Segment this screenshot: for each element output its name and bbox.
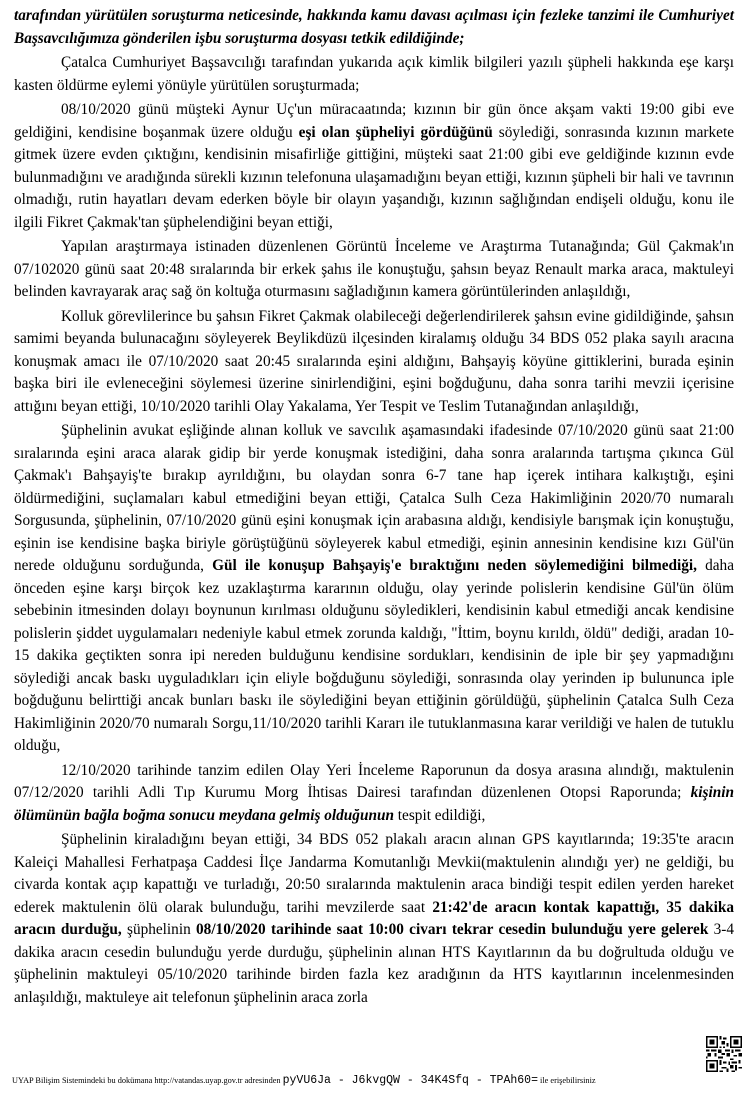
paragraph-7-text-e: 3-4 dakika aracın cesedin bulunduğu yerde durduğu, şüphelinin alınan HTS Kayıtlarının da bu doğrultuda olduğu ve şüphelinin maktuleyi 05/10/2020 tarihinde birden fazla kez aradığının da HTS kayıtlarının incelenmesinden anlaşıldığı, maktuleye ait telefonun şüphelinin araca zorla (14, 921, 735, 1006)
qr-code-icon (706, 1036, 742, 1072)
paragraph-6-text-a: 12/10/2020 tarihinde tanzim edilen Olay Yeri İnceleme Raporunun da dosya arasına alındığı, maktulenin 07/12/2020 tarihli Adli Tıp Kurumu Morg İhtisas Dairesi tarafından düzenlenen Otopsi Raporunda; (14, 761, 734, 801)
paragraph-4: Kolluk görevlilerince bu şahsın Fikret Çakmak olabileceği değerlendirilerek şahsın evine gidildiğinde, şahsın samimi beyanda bulunacağını söyleyerek Beylikdüzü ilçesinden kiralamış olduğu 34 BDS 052 plaka sayılı aracına konuşmak amacı ile 07/10/2020 saat 20:45 sıralarında eşini aldığını, Bahşayiş köyüne gittiklerini, burada eşinin başka biri ile evleneceğini söylemesi üzerine sinirlendiğini, eşini boğduğunu, daha sonra tarihi mevzii içerisine attığını beyan ettiği, 10/10/2020 tarihli Olay Yakalama, Yer Tespit ve Teslim Tutanağından anlaşıldığı, (14, 307, 734, 415)
paragraph-5-text-c: daha önceden eşine karşı birçok kez uzaklaştırma kararının olduğu, olay yerinde polislerin kendisine Gül'ün ölüm sebebinin itmesinden dolayı boynunun kırılması olduğunu söyledikleri, kendisinin kabul etmediği ancak kendisine polislerin şiddet uygulamaları nedeniyle kabul etmek zorunda kaldığı, "İttim, boynu kırıldı, öldü" dediği, aradan 10-15 dakika geçtikten sonra ipi nereden bulduğunu kendisine sordukları, kendisinin de iple bir şey yapmadığını söylediği ancak baskı uyguladıkları için eliyle boğduğunu söylediği, sonrasında olay yerinden ip bulununca iple boğduğunu belirttiği ancak bunları baskı ile söylediğini beyan ettiğinin görüldüğü, şüphelinin Çatalca Sulh Ceza Hakimliğinin 2020/70 numaralı Sorgu,11/10/2020 tarihli Kararı ile tutuklanmasına karar verildiği ve halen de tutuklu olduğu, (14, 557, 734, 754)
access-code: pyVU6Ja - J6kvgQW - 34K4Sfq - TPAh60= (282, 1074, 538, 1087)
paragraph-1: Çatalca Cumhuriyet Başsavcılığı tarafından yukarıda açık kimlik bilgileri yazılı şüpheli hakkında eşe karşı kasten öldürme eylemi yönüyle yürütülen soruşturmada; (14, 54, 734, 94)
document-body (14, 5, 734, 1011)
footer-suffix: ile erişebilirsiniz (537, 1076, 596, 1085)
paragraph-2-text-c: söylediği, sonrasında kızının markete gitmek üzere evden çıktığını, kendisinin misafirliğe gittiğini, müşteki saat 21:00 gibi eve geldiğinde kızının evde bulunmadığını ve aradığında sürekli kızının telefonuna ulaşamadığını beyan ettiği, kızının şüpheli bir hali ve tavrının olmadığı, rutin hayatları devam ederken böyle bir olayın yaşandığı, kızının sağlığından endişeli olduğu, konu ile ilgili Fikret Çakmak'tan şüphelendiğini beyan ettiği, (14, 123, 734, 231)
footer (12, 1074, 742, 1088)
paragraph-6-text-c: tespit edildiği, (393, 806, 486, 824)
paragraph-3: Yapılan araştırmaya istinaden düzenlenen Görüntü İnceleme ve Araştırma Tutanağında; Gül Çakmak'ın 07/102020 günü saat 20:48 sıralarında bir erkek şahıs ile konuştuğu, şahsın beyaz Renault marka araca, maktuleyi belinden kavrayarak araç sağ ön koltuğa oturmasını sağladığının kamera görüntülerinden anlaşıldığı, (14, 238, 734, 300)
paragraph-7-text-a: Şüphelinin kiraladığını beyan ettiği, 34 BDS 052 plakalı aracın alınan GPS kayıtlarında; 19:35'te aracın Kaleiçi Mahallesi Ferhatpaşa Caddesi İlçe Jandarma Komutanlığı Mevkii(maktulenin alındığı yer) ne geldiği, bu civarda kontak açıp kapattığı ve turladığı, 20:50 sıralarında maktulenin araca bindiği tespit edilen yerden hareket ederek maktulenin ölü olarak bulunduğu, tarihi mevzilerde saat (14, 831, 734, 916)
intro-paragraph: tarafından yürütülen soruşturma neticesinde, hakkında kamu davası açılması için fezleke tanzimi ile Cumhuriyet Başsavcılığımıza gönderilen işbu soruşturma dosyası tetkik edildiğinde; (14, 7, 734, 47)
paragraph-7-bold-1: 21:42'de aracın kontak kapattığı, 35 dakika aracın durduğu, (14, 898, 734, 938)
paragraph-6-bold-italic: kişinin ölümünün bağla boğma sonucu meydana gelmiş olduğunun (14, 784, 734, 824)
paragraph-7 (14, 829, 734, 1009)
paragraph-5-bold: Gül ile konuşup Bahşayiş'e bıraktığını neden söylemediğini bilmediği, (212, 557, 697, 574)
paragraph-7-bold-2: 08/10/2020 tarihinde saat 10:00 civarı tekrar cesedin bulunduğu yere gelerek (196, 921, 709, 938)
paragraph-6 (14, 760, 734, 828)
paragraph-2-text-a: 08/10/2020 günü müşteki Aynur Uç'un müracaatında; kızının bir gün önce akşam vakti 19:00 gibi eve geldiğini, kendisine boşanmak üzere olduğu (14, 101, 734, 141)
paragraph-5 (14, 420, 734, 758)
paragraph-2 (14, 99, 734, 234)
paragraph-7-text-c: şüphelinin (121, 921, 197, 938)
paragraph-2-bold: eşi olan şüpheliyi gördüğünü (298, 123, 493, 141)
paragraph-5-text-a: Şüphelinin avukat eşliğinde alınan kolluk ve savcılık aşamasındaki ifadesinde 07/10/2020 günü saat 21:00 sıralarında eşini araca alarak gidip bir yerde konuşmak istediğini, daha sonra aralarında tartışma çıkınca Gül Çakmak'ı Bahşayiş'te bırakıp ayrıldığını, bu olaydan sonra 6-7 tane hap içerek intihara kalkıştığı, eşini öldürmediğini, suçlamaları kabul etmediğini beyan ettiği, Çatalca Sulh Ceza Hakimliğinin 2020/70 numaralı Sorgusunda, şüphelinin, 07/10/2020 günü eşini konuşmak için arabasına aldığı, kendisiyle barışmak için konuştuğu, eşinin ise kendisine başka biriyle görüştüğünü söyleyerek kabul etmediği, eşinin annesinin kendisine kızı Gül'ün nerede olduğunu sorduğunda, (14, 422, 734, 574)
footer-prefix: UYAP Bilişim Sistemindeki bu dokümana http://vatandas.uyap.gov.tr adresinden (12, 1076, 283, 1085)
